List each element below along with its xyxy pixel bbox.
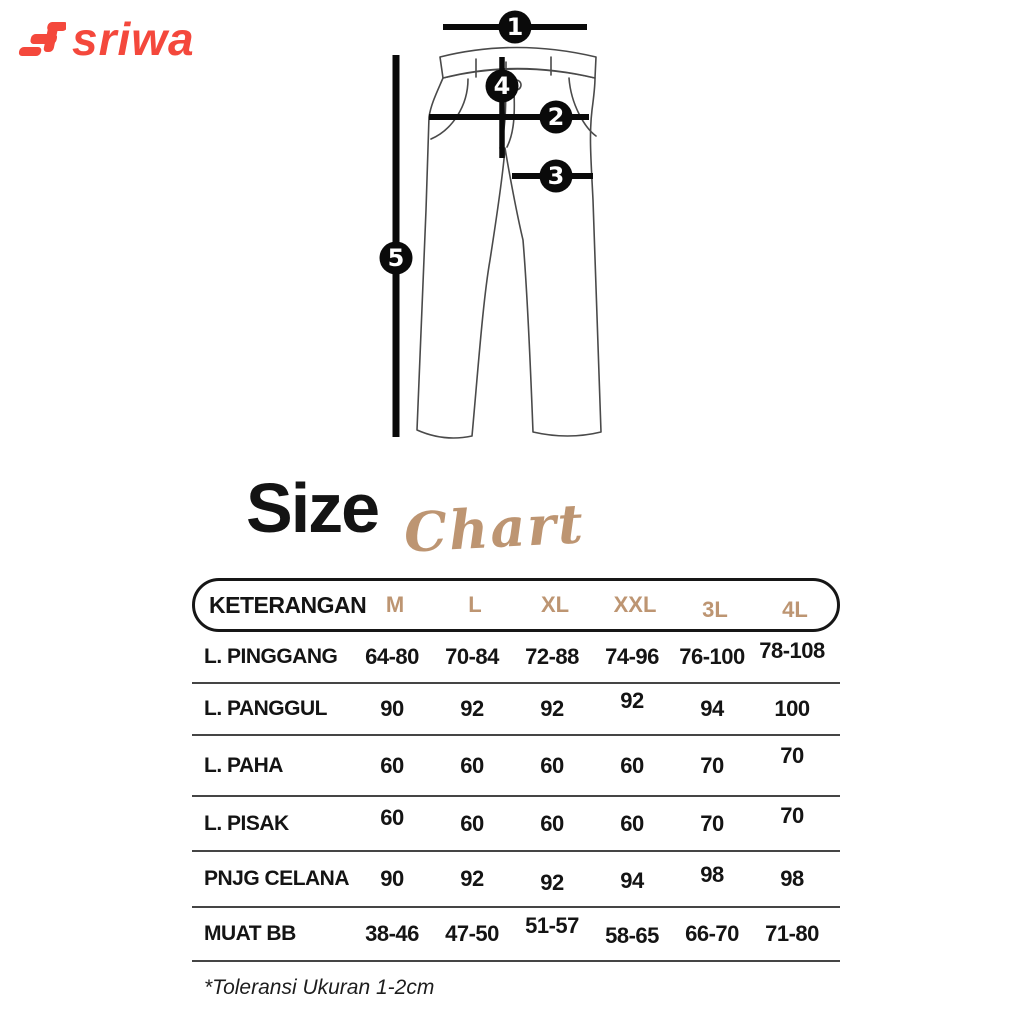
row-label: L. PANGGUL [204,697,327,720]
row-label: MUAT BB [204,922,296,945]
table-cell: 60 [460,810,484,836]
pants-outline [417,69,601,438]
brand-name: sriwa [72,13,195,65]
table-cell: 76-100 [679,644,745,669]
size-table [192,578,840,962]
table-row [192,632,840,684]
table-cell: 74-96 [605,644,659,669]
table-cell: 58-65 [605,923,659,948]
column-header-4l: 4L [782,597,808,622]
table-cell: 70 [700,810,724,836]
table-cell: 60 [540,752,564,778]
table-cell: 71-80 [765,921,819,946]
brand-logo-icon [14,19,66,63]
marker-3: 3 [547,162,565,190]
column-header-xxl: XXL [613,592,657,617]
table-body [192,632,840,962]
table-cell: 92 [620,688,644,713]
table-cell: 47-50 [445,921,499,946]
table-cell: 70 [700,752,724,778]
marker-5: 5 [387,244,405,272]
table-cell: 90 [380,696,404,721]
table-cell: 60 [460,752,484,778]
table-cell: 70 [780,742,804,768]
marker-1: 1 [506,13,524,41]
column-header-m: M [385,592,405,617]
row-label: L. PISAK [204,811,289,835]
marker-2: 2 [547,103,565,131]
row-label: PNJG CELANA [204,867,350,890]
table-header-row [192,578,840,632]
table-cell: 90 [380,866,404,891]
table-cell: 60 [620,810,644,836]
table-cell: 92 [540,870,564,895]
table-cell: 64-80 [365,644,419,669]
row-label: L. PINGGANG [204,645,338,668]
table-cell: 66-70 [685,921,739,946]
table-cell: 72-88 [525,644,579,669]
table-cell: 78-108 [759,638,825,663]
tolerance-note: *Toleransi Ukuran 1-2cm [204,976,435,999]
table-cell: 100 [774,696,810,721]
row-label: L. PAHA [204,753,283,777]
table-cell: 60 [380,804,404,830]
page-title: Size [246,469,379,547]
table-cell: 60 [540,810,564,836]
table-cell: 92 [460,866,484,891]
pants-diagram [370,8,670,460]
table-cell: 38-46 [365,921,419,946]
table-cell: 94 [620,868,644,893]
column-header-3l: 3L [702,597,728,622]
column-header-keterangan: KETERANGAN [209,591,367,618]
table-cell: 70-84 [445,644,499,669]
marker-4: 4 [493,72,511,100]
table-row [192,908,840,962]
table-cell: 98 [700,862,724,887]
table-cell: 92 [540,696,564,721]
table-cell: 92 [460,696,484,721]
table-cell: 60 [380,752,404,778]
table-cell: 70 [780,802,804,828]
table-row [192,684,840,736]
table-cell: 98 [780,866,804,891]
table-row [192,797,840,852]
column-header-xl: XL [540,592,570,617]
table-row [192,852,840,908]
table-row [192,736,840,797]
page-title-script: Chart [402,491,587,565]
table-cell: 51-57 [525,913,579,938]
brand-logo [14,13,195,65]
table-cell: 60 [620,752,644,778]
column-header-l: L [468,592,482,617]
table-cell: 94 [700,696,724,721]
